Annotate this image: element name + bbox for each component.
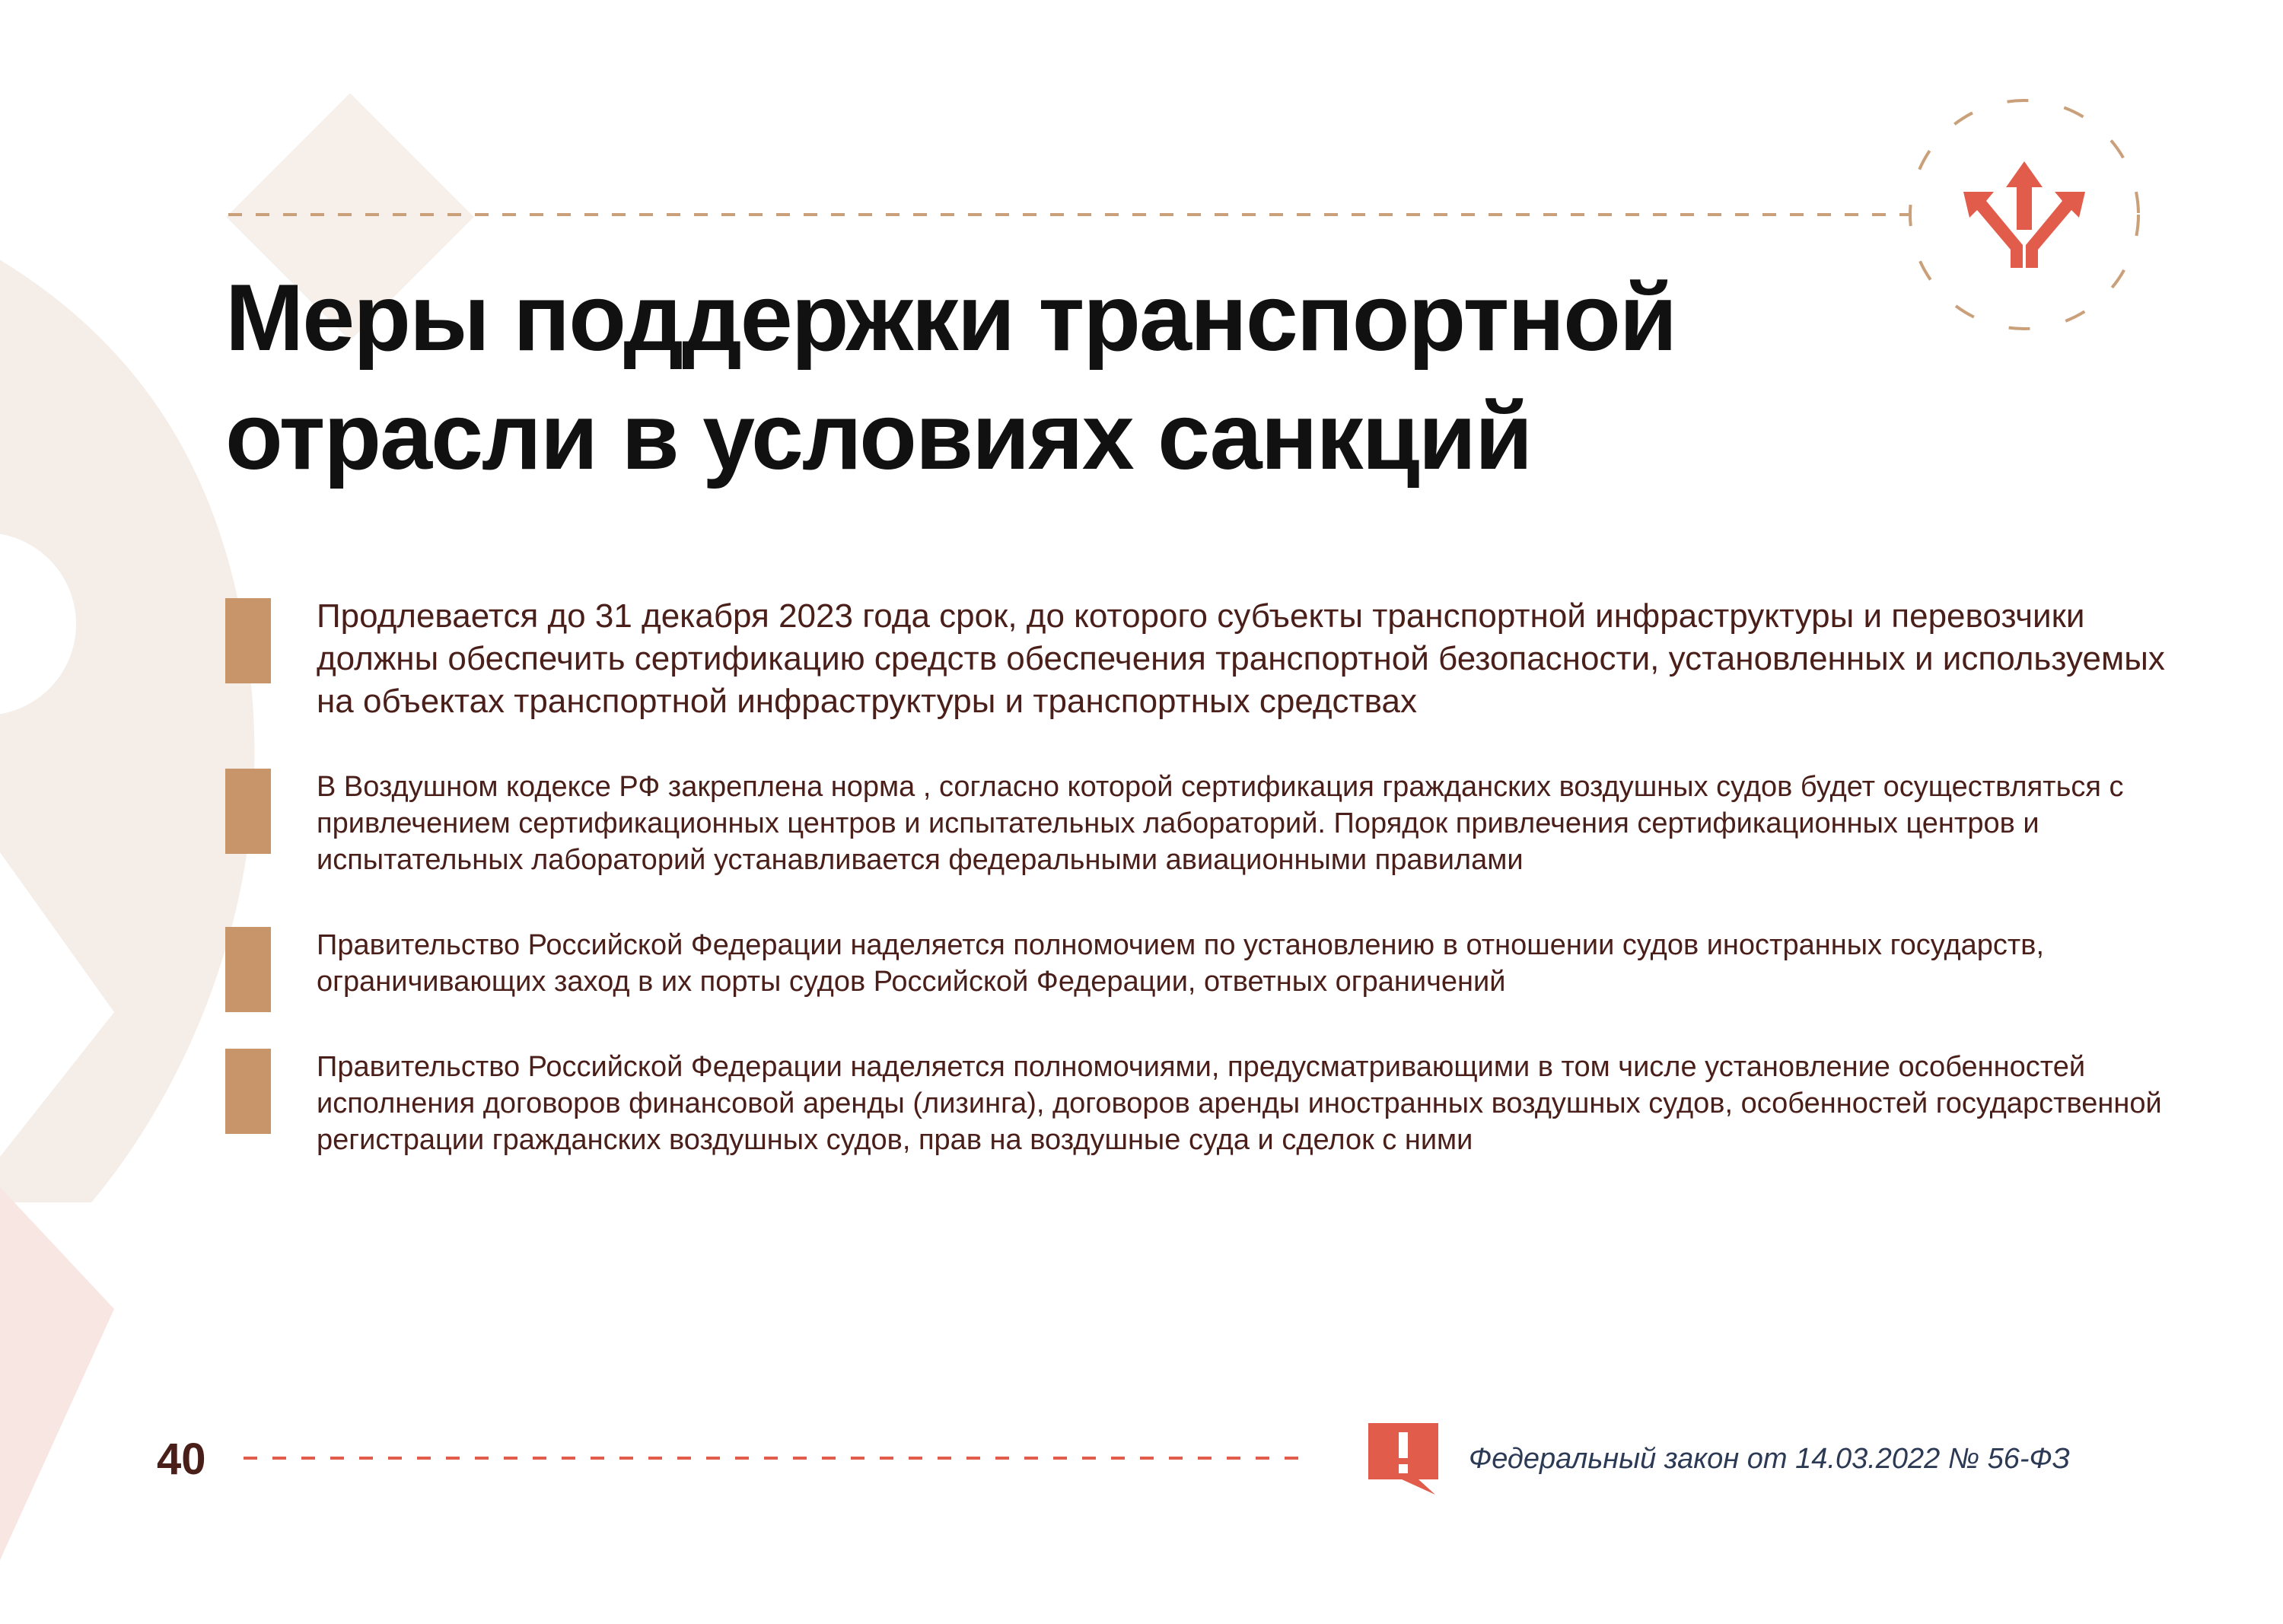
page-title-line-1: Меры поддержки транспортной	[225, 266, 1676, 371]
list-item-text: Правительство Российской Федерации наделяется полномочием по установлению в отношении судов иностранных государств, ограничивающих заход в их порты судов Российской Федерации, ответных ограничений	[317, 929, 2045, 998]
list-item-text: В Воздушном кодексе РФ закреплена норма , согласно которой сертификация гражданских воздушных судов будет осуществляться с привлечением сертификационных центров и испытательных лабораторий. Порядок привлечения сертификационных центров и испытательных лабораторий устанавливается федеральными авиационными правилами	[317, 771, 2124, 876]
list-item-text: Правительство Российской Федерации наделяется полномочиями, предусматривающими в том числе установление особенностей исполнения договоров финансовой аренды (лизинга), договоров аренды иностранных воздушных судов, особенностей государственной регистрации гражданских воздушных судов, прав на воздушные суда и сделок с ними	[317, 1051, 2162, 1156]
list-marker	[225, 927, 271, 1012]
split-arrows-icon	[1963, 161, 2085, 275]
page-title-line-2: отрасли в условиях санкций	[225, 384, 1532, 489]
list-marker	[225, 1049, 271, 1134]
page-number: 40	[157, 1435, 206, 1484]
page-title	[225, 259, 1823, 496]
list-marker	[225, 598, 271, 683]
list-marker	[225, 769, 271, 854]
list-item-text: Продлевается до 31 декабря 2023 года срок, до которого субъекты транспортной инфраструктуры и перевозчики должны обеспечить сертификацию средств обеспечения транспортной безопасности, установленных и используемых на объектах транспортной инфраструктуры и транспортных средствах	[317, 597, 2165, 720]
law-reference: Федеральный закон от 14.03.2022 № 56-ФЗ	[1469, 1443, 2071, 1475]
exclamation-speech-bubble-icon	[1365, 1420, 1441, 1496]
